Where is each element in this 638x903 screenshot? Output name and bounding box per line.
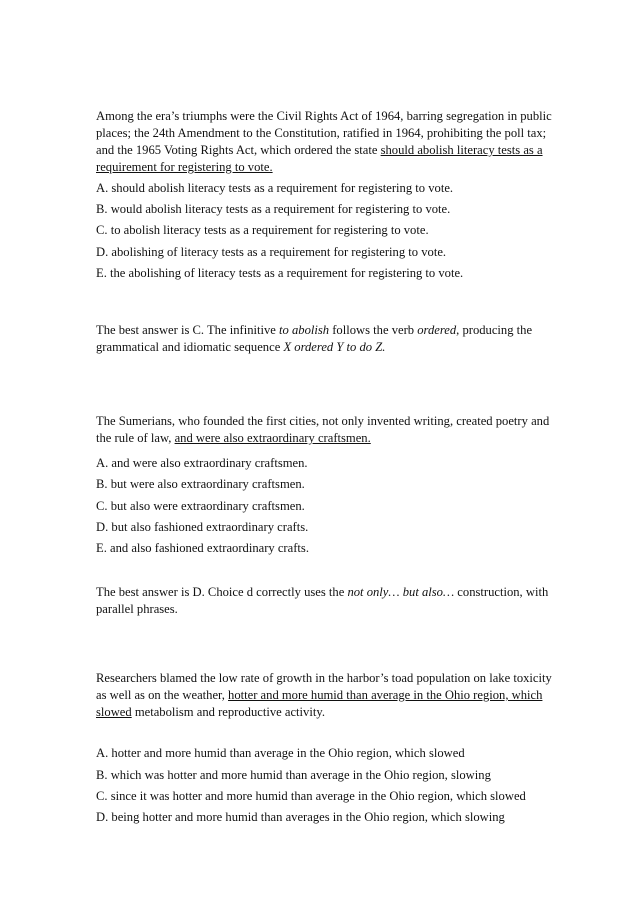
- document-page: [96, 0, 556, 903]
- question-2-option-d: D. but also fashioned extraordinary crafts.: [96, 520, 309, 534]
- question-1-stem-text: Among the era’s triumphs were the Civil Rights Act of 1964, barring segregation in public places; the 24th Amendment to the Constitution, ratified in 1964, prohibiting the poll tax; and the 1965 Voting Rights Act, which ordered the state: [96, 109, 552, 157]
- question-2-option-e: E. and also fashioned extraordinary crafts.: [96, 541, 309, 555]
- question-3-option-b: B. which was hotter and more humid than average in the Ohio region, slowing: [96, 768, 491, 782]
- question-2-answer-italic-1: not only… but also…: [347, 585, 455, 599]
- question-3-option-a: A. hotter and more humid than average in the Ohio region, which slowed: [96, 746, 465, 760]
- question-3-underlined-phrase: hotter and more humid than average in the Ohio region, which slowed: [96, 688, 543, 719]
- question-3-stem: [96, 670, 556, 721]
- question-1-option-b: B. would abolish literacy tests as a requirement for registering to vote.: [96, 202, 451, 216]
- question-1-answer: [96, 322, 556, 356]
- question-2-option-a: A. and were also extraordinary craftsmen.: [96, 456, 308, 470]
- question-1-option-d: D. abolishing of literacy tests as a requirement for registering to vote.: [96, 245, 447, 259]
- question-3-stem-text-end: metabolism and reproductive activity.: [131, 705, 325, 719]
- question-1-answer-text-1: The best answer is C. The infinitive: [96, 323, 280, 337]
- question-1-underlined-phrase: should abolish literacy tests as a requirement for registering to vote.: [96, 143, 543, 174]
- question-3-stem-text: Researchers blamed the low rate of growth in the harbor’s toad population on lake toxicity as well as on the weather,: [96, 671, 552, 702]
- question-3-option-d: D. being hotter and more humid than averages in the Ohio region, which slowing: [96, 810, 505, 824]
- question-1-stem: [96, 108, 556, 176]
- question-2-stem: [96, 413, 556, 447]
- question-2-answer-text-2: construction, with parallel phrases.: [96, 585, 549, 616]
- question-2-answer-text-1: The best answer is D. Choice d correctly uses the: [96, 585, 348, 599]
- question-1-answer-text-2: follows the verb: [329, 323, 418, 337]
- question-1-answer-italic-3: X ordered Y to do Z.: [283, 340, 386, 354]
- question-1-answer-text-3: , producing the grammatical and idiomatic sequence: [96, 323, 533, 354]
- question-2-option-b: B. but were also extraordinary craftsmen.: [96, 477, 305, 491]
- question-2-answer: [96, 584, 556, 618]
- question-3-option-c: C. since it was hotter and more humid than average in the Ohio region, which slowed: [96, 789, 526, 803]
- question-2-stem-text: The Sumerians, who founded the first cities, not only invented writing, created poetry and the rule of law,: [96, 414, 550, 445]
- question-1-answer-italic-1: to abolish: [279, 323, 330, 337]
- question-2-option-c: C. but also were extraordinary craftsmen.: [96, 499, 305, 513]
- question-2-underlined-phrase: and were also extraordinary craftsmen.: [174, 431, 371, 445]
- question-1-option-c: C. to abolish literacy tests as a requirement for registering to vote.: [96, 223, 429, 237]
- question-1-option-e: E. the abolishing of literacy tests as a requirement for registering to vote.: [96, 266, 464, 280]
- question-1-option-a: A. should abolish literacy tests as a requirement for registering to vote.: [96, 181, 454, 195]
- question-1-answer-italic-2: ordered: [417, 323, 457, 337]
